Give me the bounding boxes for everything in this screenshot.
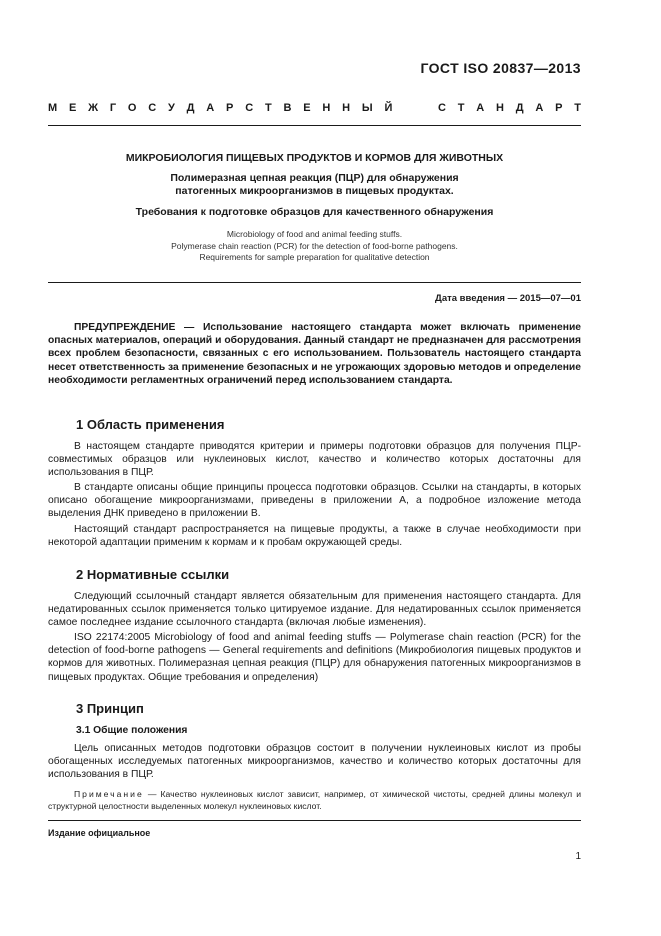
page-number: 1 (575, 851, 581, 862)
standard-type-banner (48, 102, 581, 114)
title-en-line3: Requirements for sample preparation for qualitative detection (199, 252, 430, 262)
banner-letter: Г (109, 102, 117, 114)
banner-word-gap (404, 102, 426, 114)
banner-letter: Ы (361, 102, 373, 114)
section-1-paragraph-2: В стандарте описаны общие принципы процесса подготовки образцов. Ссылки на стандарты, в которых описано обогащение микроорганизмами, приведены в приложении А, а подробное изложение метода выделения ДНК приведено в приложении В. (48, 482, 581, 520)
header-rule-top (48, 125, 581, 126)
section-1-paragraph-3: Настоящий стандарт распространяется на пищевые продукты, а также в случае необходимости при некоторой адаптации применим к кормам и к пробам окружающей среды. (48, 524, 581, 549)
warning-paragraph: ПРЕДУПРЕЖДЕНИЕ — Использование настоящего стандарта может включать применение опасных материалов, операций и оборудования. Данный стандарт не предназначен для рассмотрения всех проблем безопасности, связанных с его использованием. Пользователь настоящего стандарта несет ответственность за применение безопасных и не угрожающих здоровью методов и определение необходимости регламентных ограничений перед использованием стандарта. (48, 322, 581, 386)
section-1-paragraph-1: В настоящем стандарте приводятся критерии и примеры подготовки образцов для получения ПЦР-совместимых образцов или нуклеиновых кислот, качество и количество которых достаточны для использования в ПЦР. (48, 441, 581, 479)
banner-letter: Т (264, 102, 272, 114)
official-edition-label: Издание официальное (48, 828, 151, 838)
title-sub1-line1: Полимеразная цепная реакция (ПЦР) для обнаружения (170, 172, 459, 184)
banner-letter: А (535, 102, 544, 114)
note-text: — Качество нуклеиновых кислот зависит, например, от химической чистоты, средней длины молекул и структурной целостности выделенных молекул нуклеиновых кислот. (48, 789, 581, 811)
introduction-date: Дата введения — 2015—07—01 (435, 293, 581, 304)
banner-letter: Д (186, 102, 195, 114)
title-english (48, 229, 581, 264)
title-sub2: Требования к подготовке образцов для качественного обнаружения (135, 206, 494, 218)
banner-letter: Е (303, 102, 311, 114)
banner-letter: Ж (88, 102, 99, 114)
title-main: МИКРОБИОЛОГИЯ ПИЩЕВЫХ ПРОДУКТОВ И КОРМОВ ДЛЯ ЖИВОТНЫХ (125, 152, 504, 164)
banner-letter: О (127, 102, 137, 114)
section-2-paragraph-1: Следующий ссылочный стандарт является обязательным для применения настоящего стандарта. Для недатированных ссылок применяется только цитируемое издание. Для недатированных ссылок применяется самое последнее издание ссылочного стандарта (включая любые изменения). (48, 591, 581, 629)
banner-letter: Т (574, 102, 581, 114)
banner-letter: Н (342, 102, 351, 114)
section-3-1-paragraph: Цель описанных методов подготовки образцов состоит в получении нуклеиновых кислот из пробы обогащенных исследуемых патогенных микроорганизмов, качество и количество которых достаточны для использования в ПЦР. (48, 743, 581, 781)
section-3-1-heading: 3.1 Общие положения (76, 725, 188, 736)
banner-letter: Р (555, 102, 563, 114)
title-sub1 (48, 172, 581, 198)
banner-letter: Н (322, 102, 331, 114)
banner-letter: У (168, 102, 175, 114)
footer-rule (48, 820, 581, 821)
banner-letter: Н (495, 102, 504, 114)
section-2-paragraph-2: ISO 22174:2005 Microbiology of food and animal feeding stuffs — Polymerase chain reaction (PCR) for the detection of food-borne pathogens — General requirements and definitions (Микробиология пищевых продуктов и кормов для животных. Полимеразная цепная реакция (ПЦР) для обнаружения патогенных микроорганизмов в пищевых продуктах. Общие требования и определения) (48, 632, 581, 683)
banner-letter: А (476, 102, 485, 114)
banner-letter: Т (457, 102, 465, 114)
section-3-1-note (48, 788, 581, 812)
banner-letter: С (245, 102, 254, 114)
title-sub1-line2: патогенных микроорганизмов в пищевых продуктах. (175, 185, 454, 197)
section-1-heading: 1 Область применения (76, 417, 225, 432)
title-rule-bottom (48, 282, 581, 283)
banner-letter: Р (226, 102, 234, 114)
title-en-line1: Microbiology of food and animal feeding stuffs. (226, 229, 403, 239)
title-en-line2: Polymerase chain reaction (PCR) for the detection of food-borne pathogens. (171, 240, 458, 251)
banner-letter: Д (515, 102, 524, 114)
banner-letter: С (437, 102, 446, 114)
banner-letter: С (148, 102, 157, 114)
banner-letter: Й (384, 102, 393, 114)
standard-code: ГОСТ ISO 20837—2013 (420, 60, 581, 76)
banner-letter: Е (68, 102, 77, 114)
banner-letter: В (283, 102, 292, 114)
note-label: Примечание (74, 789, 144, 799)
section-2-heading: 2 Нормативные ссылки (76, 567, 230, 582)
section-3-heading: 3 Принцип (76, 701, 144, 716)
banner-letter: М (48, 102, 58, 114)
banner-letter: А (206, 102, 215, 114)
